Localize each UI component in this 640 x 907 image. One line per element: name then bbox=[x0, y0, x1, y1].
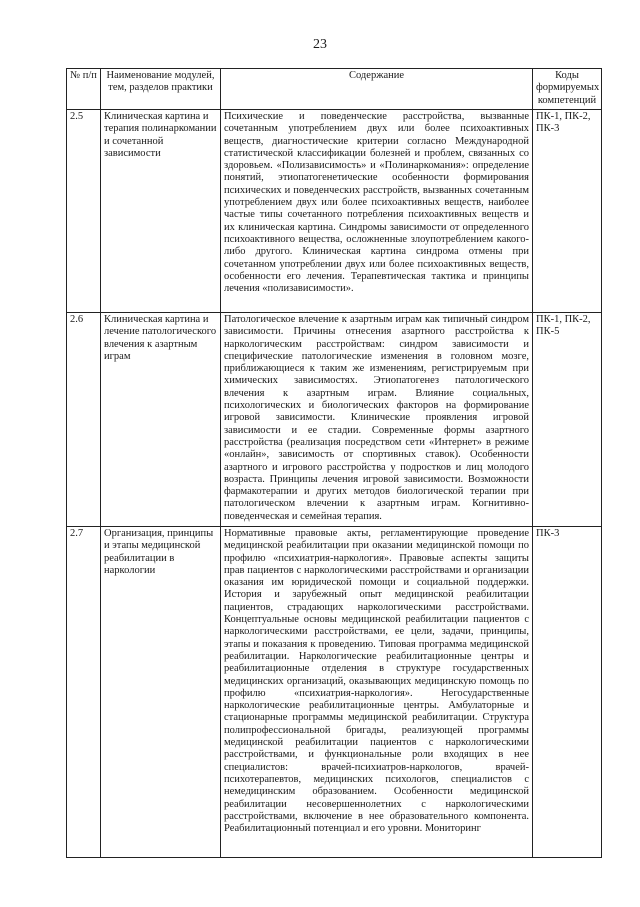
row-module-name: Клиническая картина и лечение патологического влечения к азартным играм bbox=[101, 313, 221, 527]
header-content: Содержание bbox=[221, 69, 533, 110]
row-module-name: Клиническая картина и терапия полинаркомании и сочетанной зависимости bbox=[101, 110, 221, 313]
row-competence-codes: ПК-3 bbox=[533, 527, 602, 858]
table-header-row bbox=[67, 69, 602, 110]
row-competence-codes: ПК-1, ПК-2, ПК-5 bbox=[533, 313, 602, 527]
row-content: Нормативные правовые акты, регламентирующие проведение медицинской реабилитации при оказании медицинской помощи по профилю «психиатрия-наркология». Правовые аспекты защиты прав пациентов с наркологическими расстройствами и организации оказания им юридической помощи и социальной поддержки. История и зарубежный опыт медицинской реабилитации пациентов, страдающих наркологическими расстройствами. Концептуальные основы медицинской реабилитации пациентов с наркологическими расстройствами, ее цели, задачи, принципы, этапы и показания к проведению. Типовая программа медицинской реабилитации. Наркологические реабилитационные центры и реабилитационные отделения в структуре государственных медицинских организаций, оказывающих медицинскую помощь по профилю «психиатрия-наркология». Негосударственные наркологические реабилитационные центры. Амбулаторные и стационарные программы медицинской реабилитации. Структура полипрофессиональной бригады, реализующей программы медицинской реабилитации пациентов с наркологическими расстройствами, и функциональные роли входящих в нее специалистов: врачей-психиатров-наркологов, врачей-психотерапевтов, медицинских психологов, специалистов с немедицинским образованием. Особенности медицинской реабилитации несовершеннолетних с наркологическими расстройствами, включение в нее образовательного компонента. Реабилитационный потенциал и его уровни. Мониторинг bbox=[221, 527, 533, 858]
table-row bbox=[67, 527, 602, 858]
table-row bbox=[67, 110, 602, 313]
row-module-name: Организация, принципы и этапы медицинской реабилитации в наркологии bbox=[101, 527, 221, 858]
row-number: 2.6 bbox=[67, 313, 101, 527]
row-number: 2.7 bbox=[67, 527, 101, 858]
header-module-name: Наименование модулей, тем, разделов практики bbox=[101, 69, 221, 110]
row-content: Патологическое влечение к азартным играм как типичный синдром зависимости. Причины отнесения азартного расстройства к наркологическим расстройствам: синдром зависимости и специфические патологические изменения в головном мозге, приближающиеся к таким же изменениям, регистрируемым при химических зависимостях. Этиопатогенез патологического влечения к азартным играм. Влияние социальных, психологических и биологических факторов на формирование игровой зависимости. Клинические проявления игровой зависимости и ее стадии. Современные формы азартного расстройства (реализация посредством сети «Интернет» в режиме «онлайн», зависимость от спортивных ставок). Особенности азартного и игрового расстройства у подростков и лиц молодого возраста. Принципы лечения игровой зависимости. Возможности фармакотерапии и других методов биологической терапии при патологическом влечении к азартным играм. Когнитивно-поведенческая и семейная терапия. bbox=[221, 313, 533, 527]
header-number: № п/п bbox=[67, 69, 101, 110]
row-competence-codes: ПК-1, ПК-2, ПК-3 bbox=[533, 110, 602, 313]
page-number: 23 bbox=[313, 37, 327, 52]
header-competence-codes: Коды формируемых компетенций bbox=[533, 69, 602, 110]
table-row bbox=[67, 313, 602, 527]
curriculum-table bbox=[66, 68, 602, 858]
row-number: 2.5 bbox=[67, 110, 101, 313]
row-content: Психические и поведенческие расстройства, вызванные сочетанным употреблением двух или более психоактивных веществ, диагностические критерии согласно Международной статистической классификации болезней и проблем, связанных со здоровьем. «Полизависимость» и «Полинаркомания»: определение понятий, этиопатогенетические особенности формирования психических и поведенческих расстройств, вызванных сочетанным употреблением двух или более психоактивных веществ, наиболее частые типы сочетанного потребления психоактивных веществ и их клиническая картина. Синдромы зависимости от определенного психоактивного вещества, осложненные злоупотреблением какого-либо другого. Клиническая картина синдрома отмены при сочетанном употреблении двух или более психоактивных веществ, особенности его лечения. Терапевтическая тактика и принципы лечения «полизависимости». bbox=[221, 110, 533, 313]
